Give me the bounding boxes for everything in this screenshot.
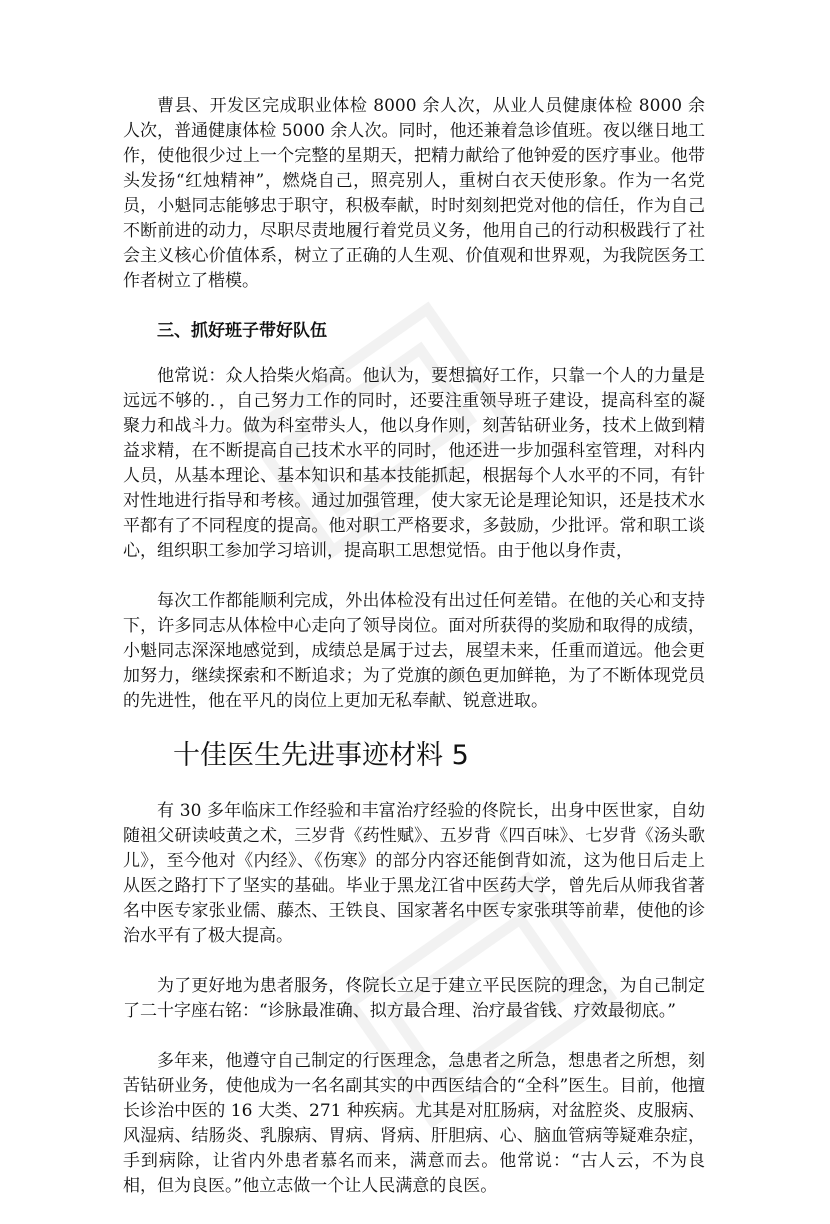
- document-title: 十佳医生先进事迹材料 5: [173, 740, 469, 771]
- paragraph: 他常说：众人拾柴火焰高。他认为，要想搞好工作，只靠一个人的力量是远远不够的．，自己努力工作的同时，还要注重领导班子建设，提高科室的凝聚力和战斗力。做为科室带头人，他以身作则，刻苦钻研业务，技术上做到精益求精，在不断提高自己技术水平的同时，他还进一步加强科室管理，对科内人员，从基本理论、基本知识和基本技能抓起，根据每个人水平的不同，有针对性地进行指导和考核。通过加强管理，使大家无论是理论知识，还是技术水平都有了不同程度的提高。他对职工严格要求，多鼓励，少批评。常和职工谈心，组织职工参加学习培训，提高职工思想觉悟。由于他以身作责，: [123, 366, 705, 561]
- section-heading: 三、抓好班子带好队伍: [157, 321, 327, 341]
- paragraph: 曹县、开发区完成职业体检 8000 余人次，从业人员健康体检 8000 余人次，普通健康体检 5000 余人次。同时，他还兼着急诊值班。夜以继日地工作，使他很少过上一个完整的星期天，把精力献给了他钟爱的医疗事业。他带头发扬“红烛精神”，燃烧自己，照亮别人，重树白衣天使形象。作为一名党员，小魁同志能够忠于职守，积极奉献，时时刻刻把党对他的信任，作为自己不断前进的动力，尽职尽责地履行着党员义务，他用自己的行动积极践行了社会主义核心价值体系，树立了正确的人生观、价值观和世界观，为我院医务工作者树立了楷模。: [123, 96, 705, 291]
- paragraph: 多年来，他遵守自己制定的行医理念，急患者之所急，想患者之所想，刻苦钻研业务，使他成为一名名副其实的中西医结合的“全科”医生。目前，他擅长诊治中医的 16 大类、271 种疾病。尤其是对肛肠病，对盆腔炎、皮服病、风湿病、结肠炎、乳腺病、胃病、肾病、肝胆病、心、脑血管病等疑难杂症，手到病除，让省内外患者慕名而来，满意而去。他常说：“古人云，不为良相，但为良医。”他立志做一个让人民满意的良医。: [123, 1051, 705, 1196]
- paragraph: 有 30 多年临床工作经验和丰富治疗经验的佟院长，出身中医世家，自幼随祖父研读岐黄之术，三岁背《药性赋》、五岁背《四百味》、七岁背《汤头歌儿》，至今他对《内经》、《伤寒》的部分内容还能倒背如流，这为他日后走上从医之路打下了坚实的基础。毕业于黑龙江省中医药大学，曾先后从师我省著名中医专家张业儒、藤杰、王铁良、国家著名中医专家张琪等前辈，使他的诊治水平有了极大提高。: [123, 801, 705, 946]
- paragraph: 为了更好地为患者服务，佟院长立足于建立平民医院的理念，为自己制定了二十字座右铭：“诊脉最准确、拟方最合理、治疗最省钱、疗效最彻底。”: [123, 976, 705, 1021]
- document-body: [123, 94, 705, 1224]
- paragraph: 每次工作都能顺利完成，外出体检没有出过任何差错。在他的关心和支持下，许多同志从体检中心走向了领导岗位。面对所获得的奖励和取得的成绩，小魁同志深深地感觉到，成绩总是属于过去，展望未来，任重而道远。他会更加努力，继续探索和不断追求；为了党旗的颜色更加鲜艳，为了不断体现党员的先进性，他在平凡的岗位上更加无私奉献、锐意进取。: [123, 591, 705, 711]
